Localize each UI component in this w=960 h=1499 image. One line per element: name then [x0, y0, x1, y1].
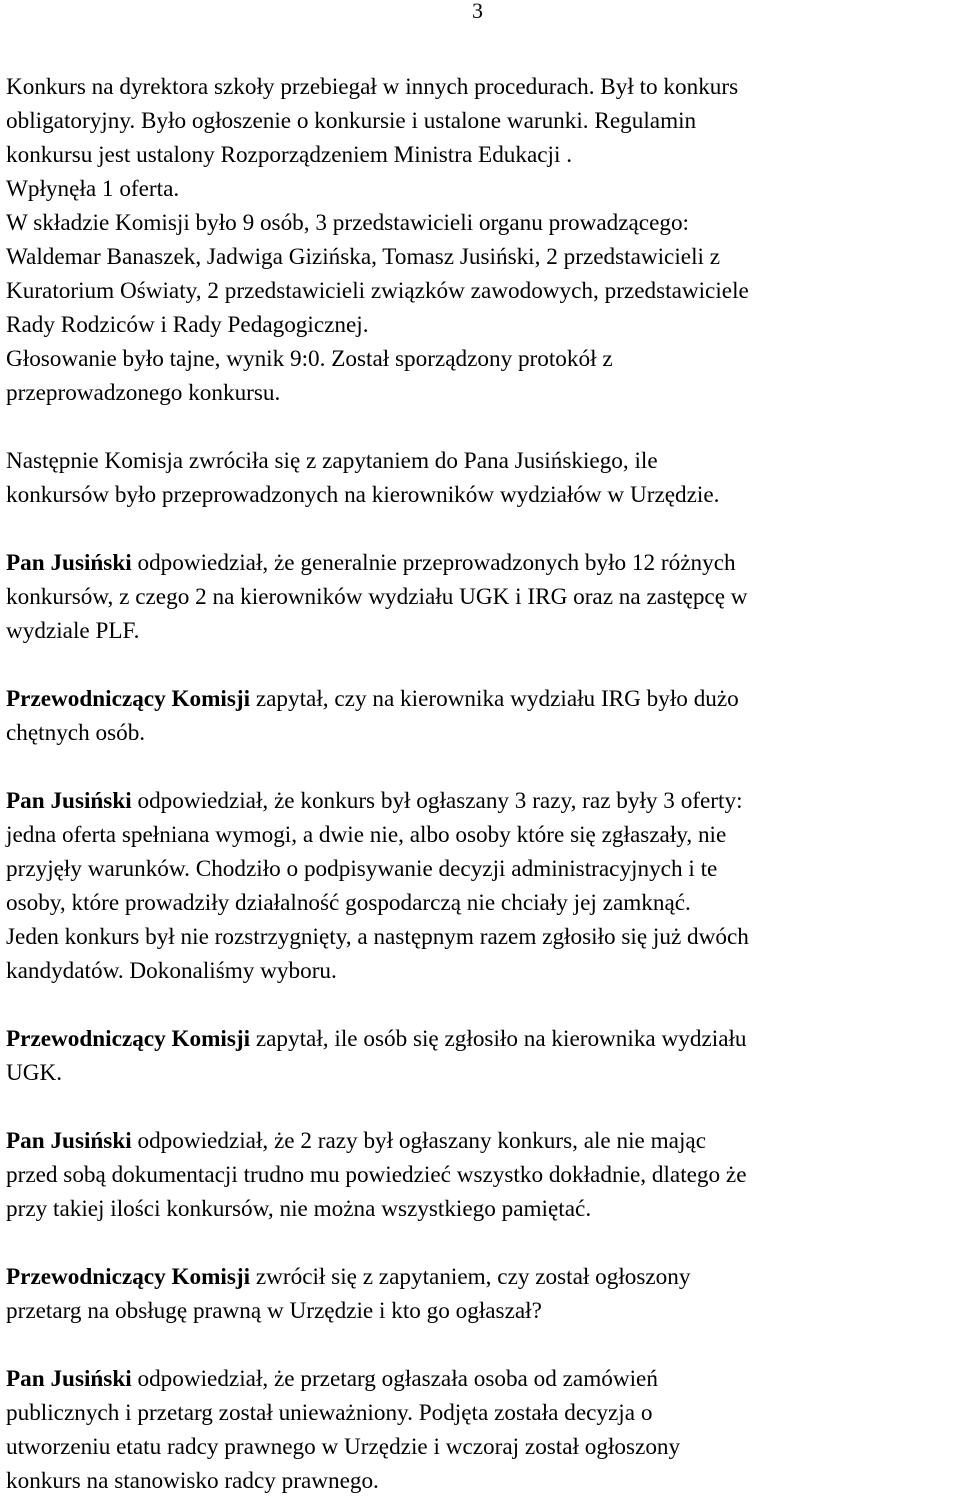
text-line: wydziale PLF.: [6, 618, 140, 644]
line-text: zwrócił się z zapytaniem, czy został ogłoszony: [250, 1264, 691, 1290]
line-text: zapytał, czy na kierownika wydziału IRG było dużo: [250, 686, 739, 712]
text-line: utworzeniu etatu radcy prawnego w Urzędzie i wczoraj został ogłoszony: [6, 1434, 681, 1460]
document-body: [6, 70, 958, 1498]
paragraph-jusinski-answer-1: [6, 546, 958, 648]
paragraph-gap: [6, 410, 958, 444]
paragraph-jusinski-answer-2: [6, 784, 958, 988]
speaker-name: Pan Jusiński: [6, 1366, 132, 1392]
text-line: publicznych i przetarg został unieważniony. Podjęta została decyzja o: [6, 1400, 653, 1426]
paragraph-chairman-question-2: [6, 1022, 958, 1090]
speaker-name: Przewodniczący Komisji: [6, 1026, 251, 1052]
speaker-name: Przewodniczący Komisji: [6, 686, 251, 712]
paragraph-gap: [6, 988, 958, 1022]
line-text: odpowiedział, że generalnie przeprowadzonych było 12 różnych: [131, 550, 736, 576]
text-line: osoby, które prowadziły działalność gospodarczą nie chciały jej zamknąć.: [6, 890, 691, 916]
paragraph-gap: [6, 750, 958, 784]
paragraph-jusinski-answer-4: [6, 1362, 958, 1498]
paragraph-gap: [6, 1328, 958, 1362]
paragraph-gap: [6, 1226, 958, 1260]
paragraph-gap: [6, 1090, 958, 1124]
text-line: konkursów było przeprowadzonych na kierowników wydziałów w Urzędzie.: [6, 482, 720, 508]
text-line: UGK.: [6, 1060, 63, 1086]
text-line: Kuratorium Oświaty, 2 przedstawicieli związków zawodowych, przedstawiciele: [6, 278, 749, 304]
text-line: Waldemar Banaszek, Jadwiga Gizińska, Tomasz Jusiński, 2 przedstawicieli z: [6, 244, 721, 270]
paragraph-commission-question: [6, 444, 958, 512]
text-line: Wpłynęła 1 oferta.: [6, 176, 180, 202]
paragraph-jusinski-answer-3: [6, 1124, 958, 1226]
text-line: [6, 1124, 958, 1158]
line-text: odpowiedział, że 2 razy był ogłaszany konkurs, ale nie mając: [131, 1128, 706, 1154]
paragraph-competition-director: [6, 70, 958, 410]
line-text: zapytał, ile osób się zgłosiło na kierownika wydziału: [250, 1026, 747, 1052]
text-line: Rady Rodziców i Rady Pedagogicznej.: [6, 312, 369, 338]
text-line: przyjęły warunków. Chodziło o podpisywanie decyzji administracyjnych i te: [6, 856, 718, 882]
text-line: konkurs na stanowisko radcy prawnego.: [6, 1468, 379, 1494]
text-line: przetarg na obsługę prawną w Urzędzie i kto go ogłaszał?: [6, 1298, 542, 1324]
text-line: obligatoryjny. Było ogłoszenie o konkursie i ustalone warunki. Regulamin: [6, 108, 697, 134]
text-line: [6, 784, 958, 818]
speaker-name: Pan Jusiński: [6, 550, 132, 576]
text-line: przy takiej ilości konkursów, nie można wszystkiego pamiętać.: [6, 1196, 592, 1222]
text-line: W składzie Komisji było 9 osób, 3 przedstawicieli organu prowadzącego:: [6, 210, 690, 236]
text-line: [6, 546, 958, 580]
text-line: [6, 1260, 958, 1294]
text-line: chętnych osób.: [6, 720, 146, 746]
text-line: konkursów, z czego 2 na kierowników wydziału UGK i IRG oraz na zastępcę w: [6, 584, 748, 610]
text-line: przeprowadzonego konkursu.: [6, 380, 281, 406]
speaker-name: Pan Jusiński: [6, 788, 132, 814]
text-line: kandydatów. Dokonaliśmy wyboru.: [6, 958, 337, 984]
text-line: [6, 682, 958, 716]
line-text: odpowiedział, że konkurs był ogłaszany 3 razy, raz były 3 oferty:: [131, 788, 743, 814]
text-line: Jeden konkurs był nie rozstrzygnięty, a następnym razem zgłosiło się już dwóch: [6, 924, 749, 950]
text-line: Następnie Komisja zwróciła się z zapytaniem do Pana Jusińskiego, ile: [6, 448, 658, 474]
text-line: Konkurs na dyrektora szkoły przebiegał w innych procedurach. Był to konkurs: [6, 74, 739, 100]
line-text: odpowiedział, że przetarg ogłaszała osoba od zamówień: [131, 1366, 658, 1392]
text-line: Głosowanie było tajne, wynik 9:0. Został sporządzony protokół z: [6, 346, 613, 372]
text-line: [6, 1022, 958, 1056]
paragraph-chairman-question-1: [6, 682, 958, 750]
paragraph-gap: [6, 648, 958, 682]
text-line: jedna oferta spełniana wymogi, a dwie nie, albo osoby które się zgłaszały, nie: [6, 822, 727, 848]
speaker-name: Przewodniczący Komisji: [6, 1264, 251, 1290]
paragraph-chairman-question-3: [6, 1260, 958, 1328]
speaker-name: Pan Jusiński: [6, 1128, 132, 1154]
paragraph-gap: [6, 512, 958, 546]
text-line: [6, 1362, 958, 1396]
text-line: przed sobą dokumentacji trudno mu powiedzieć wszystko dokładnie, dlatego że: [6, 1162, 747, 1188]
text-line: konkursu jest ustalony Rozporządzeniem Ministra Edukacji .: [6, 142, 573, 168]
page-number: 3: [472, 0, 483, 23]
